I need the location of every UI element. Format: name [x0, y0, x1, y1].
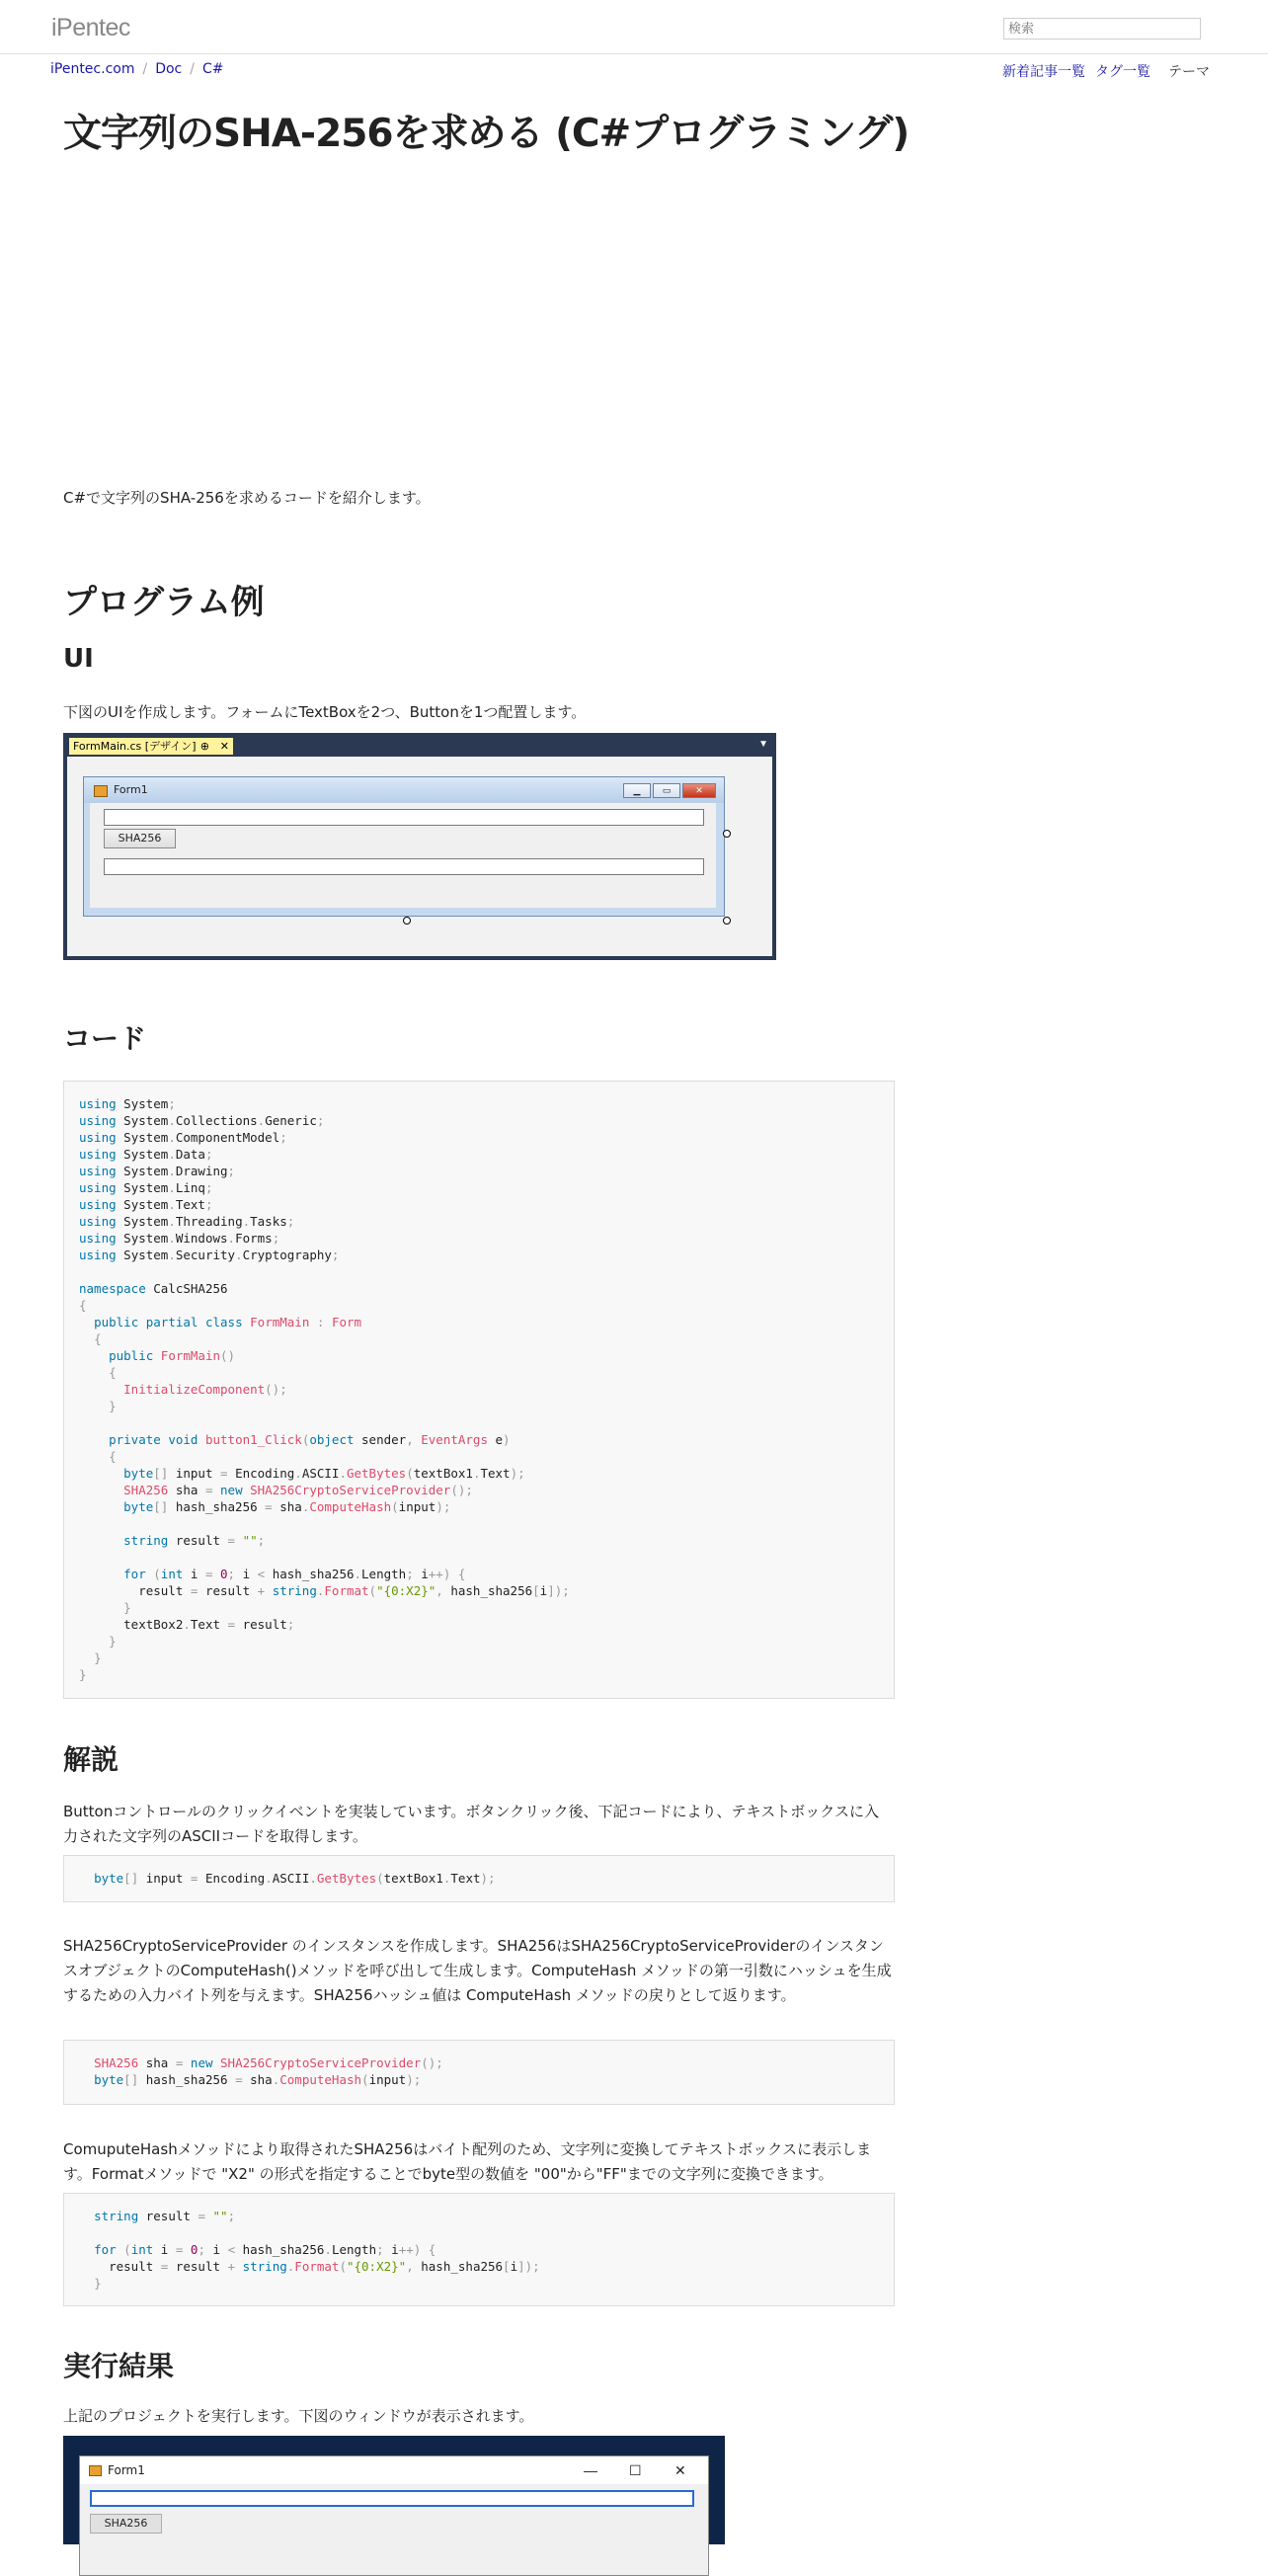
designer-textbox1 — [104, 809, 704, 826]
explain-text-2: SHA256CryptoServiceProvider のインスタンスを作成します。SHA256はSHA256CryptoServiceProviderのインスタンスオブジェクトのComputeHash()メソッドを呼び出して生成します。ComputeHash メソッドの第一引数にハッシュを生成するための入力バイト列を与えます。SHA256ハッシュ値は ComputeHash メソッドの戻りとして返ります。 — [63, 1937, 892, 2004]
recent-articles-link[interactable]: 新着記事一覧 — [1002, 64, 1085, 80]
resize-handle — [723, 917, 731, 925]
minimize-icon: ▁ — [623, 783, 651, 798]
pin-icon: ⊕ — [199, 740, 209, 753]
result-textbox1 — [90, 2490, 694, 2507]
result-window-title-text: Form1 — [108, 2463, 145, 2477]
close-icon: ✕ — [682, 783, 716, 798]
heading-program: プログラム例 — [63, 583, 265, 622]
code-block-3: string result = ""; for (int i = 0; i < hash_sha256.Length; i++) { result = result + string.Format("{0:X2}", hash_sha256[i]); } — [63, 2193, 895, 2306]
heading-code: コード — [63, 1022, 147, 1055]
theme-menu[interactable]: テーマ — [1168, 64, 1210, 80]
result-sha256-button: SHA256 — [90, 2514, 162, 2534]
subnav — [0, 61, 1268, 81]
designer-tabbar — [63, 733, 776, 757]
code-block-1: byte[] input = Encoding.ASCII.GetBytes(textBox1.Text); — [63, 1855, 895, 1902]
code-block-main: using System; using System.Collections.Generic; using System.ComponentModel; using System.Data; using System.Drawing; using System.Linq; using System.Text; using System.Threading.Tasks; using System.Windows.Forms; using System.Security.Cryptography; namespace CalcSHA256 { public partial class FormMain : Form { public FormMain() { InitializeComponent(); } private void button1_Click(object sender, EventArgs e) { byte[] input = Encoding.ASCII.GetBytes(textBox1.Text); SHA256 sha = new SHA256CryptoServiceProvider(); byte[] hash_sha256 = sha.ComputeHash(input); string result = ""; for (int i = 0; i < hash_sha256.Length; i++) { result = result + string.Format("{0:X2}", hash_sha256[i]); } textBox2.Text = result; } } } — [63, 1081, 895, 1699]
site-header — [0, 0, 1268, 54]
form-icon — [89, 2465, 102, 2476]
result-window — [79, 2455, 709, 2576]
designer-canvas — [67, 757, 772, 956]
result-window-title — [80, 2456, 708, 2484]
designer-form — [83, 776, 725, 917]
designer-tab-label: FormMain.cs [デザイン] — [73, 740, 197, 753]
resize-handle — [403, 917, 411, 925]
breadcrumb-csharp[interactable]: C# — [201, 61, 224, 77]
resize-handle — [723, 830, 731, 838]
designer-textbox2 — [104, 858, 704, 875]
heading-explain: 解説 — [63, 1743, 119, 1776]
form-icon — [94, 785, 108, 797]
breadcrumb-doc[interactable]: Doc — [155, 61, 183, 77]
explain-text-1: Buttonコントロールのクリックイベントを実装しています。ボタンクリック後、下記コードにより、テキストボックスに入力された文字列のASCIIコードを取得します。 — [63, 1803, 880, 1845]
maximize-icon: ▭ — [653, 783, 680, 798]
dropdown-arrow-icon: ▼ — [758, 739, 768, 750]
maximize-icon: ☐ — [629, 2462, 642, 2478]
code-block-2: SHA256 sha = new SHA256CryptoServiceProvider(); byte[] hash_sha256 = sha.ComputeHash(input); — [63, 2040, 895, 2105]
designer-form-client — [90, 803, 716, 908]
site-logo[interactable]: iPentec — [51, 14, 130, 41]
explain-text-3: ComuputeHashメソッドにより取得されたSHA256はバイト配列のため、文字列に変換してテキストボックスに表示します。Formatメソッドで "X2" の形式を指定することでbyte型の数値を "00"から"FF"までの文字列に変換できます。 — [63, 2140, 872, 2183]
page-title: 文字列のSHA-256を求める (C#プログラミング) — [63, 112, 910, 156]
search-input[interactable] — [1003, 18, 1201, 40]
close-icon: ✕ — [674, 2462, 686, 2478]
result-text: 上記のプロジェクトを実行します。下図のウィンドウが表示されます。 — [63, 2407, 534, 2425]
designer-screenshot — [63, 733, 776, 960]
top-nav — [1002, 61, 1210, 81]
minimize-icon: — — [584, 2462, 597, 2478]
designer-tab — [69, 738, 233, 755]
close-icon: ✕ — [219, 740, 229, 753]
result-screenshot — [63, 2436, 725, 2544]
designer-form-title-text: Form1 — [114, 783, 148, 796]
tags-link[interactable]: タグ一覧 — [1095, 64, 1150, 80]
ui-text: 下図のUIを作成します。フォームにTextBoxを2つ、Buttonを1つ配置します。 — [63, 703, 587, 721]
designer-sha256-button: SHA256 — [104, 829, 176, 848]
breadcrumb-home[interactable]: iPentec.com — [50, 61, 135, 77]
heading-ui: UI — [63, 644, 94, 674]
breadcrumb: iPentec.com / Doc / C# — [50, 61, 224, 77]
intro-text: C#で文字列のSHA-256を求めるコードを紹介します。 — [63, 489, 431, 507]
heading-result: 実行結果 — [63, 2350, 175, 2382]
